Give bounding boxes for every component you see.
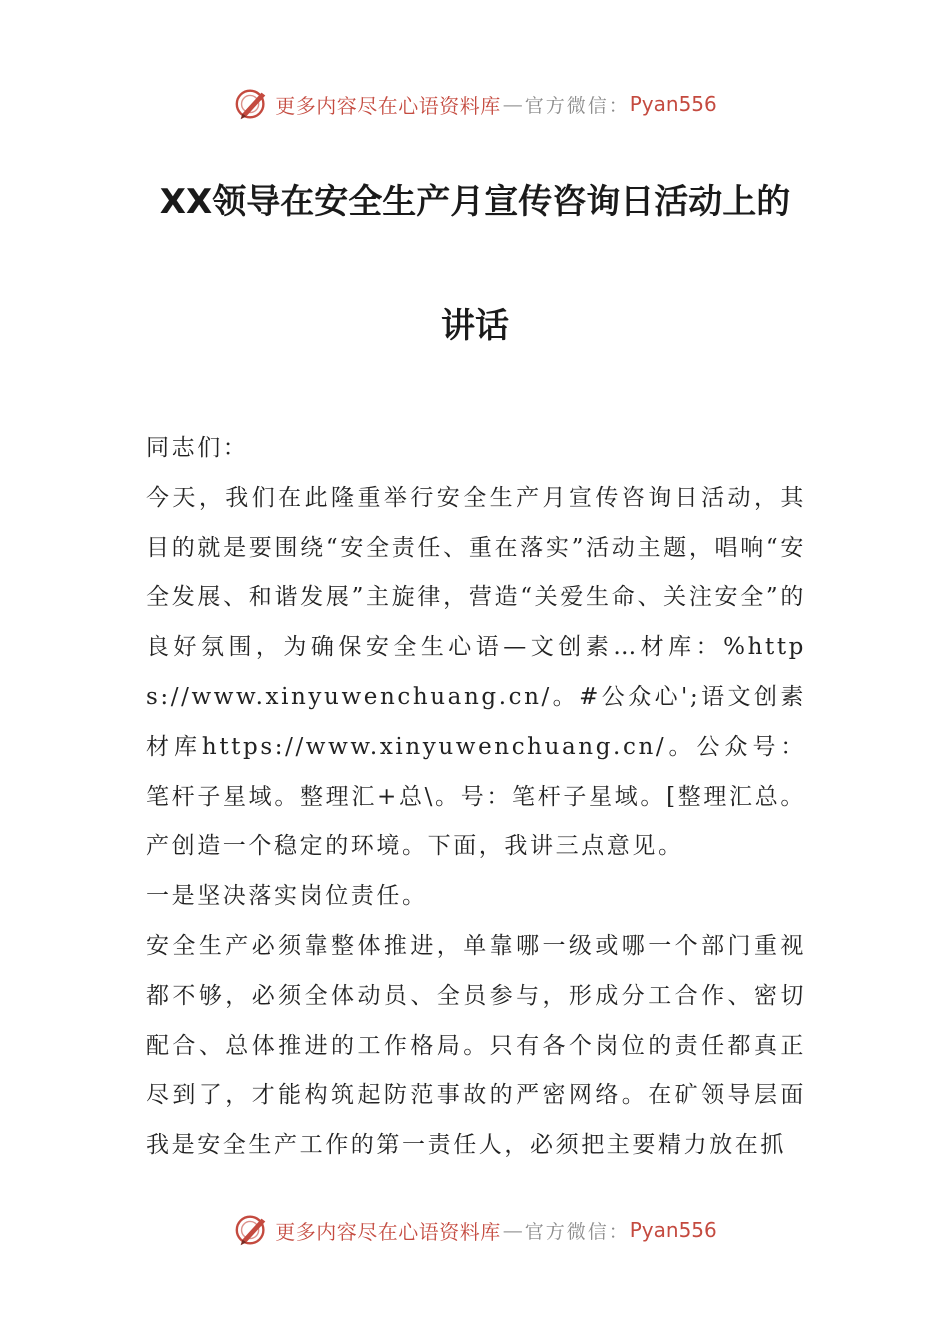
footer-watermark-banner [0, 1208, 950, 1252]
pen-logo-icon [233, 1211, 271, 1249]
wechat-id: Pyan556 [629, 92, 717, 116]
separator: — [502, 1218, 523, 1242]
header-watermark-banner [0, 82, 950, 126]
intro-paragraph: 今天，我们在此隆重举行安全生产月宣传咨询日活动，其目的就是要围绕“安全责任、重在落实”活动主题，唱响“安全发展、和谐发展”主旋律，营造“关爱生命、关注安全”的良好氛围，为确保安全生心语—文创素…材库：%https://www.xinyuwenchuang.cn/。#公众心';语文创素材库https://www.xinyuwenchuang.cn/。公众号：笔杆子星域。整理汇+总\。号：笔杆子星域。[整理汇总。产创造一个稳定的环境。下面，我讲三点意见。 [146, 484, 806, 860]
wechat-id: Pyan556 [629, 1218, 717, 1242]
body-paragraph: 安全生产必须靠整体推进，单靠哪一级或哪一个部门重视都不够，必须全体动员、全员参与，形成分工合作、密切配合、总体推进的工作格局。只有各个岗位的责任都真正尽到了，才能构筑起防范事故的严密网络。在矿领导层面我是安全生产工作的第一责任人，必须把主要精力放在抓 [146, 932, 806, 1159]
salutation-paragraph: 同志们： [146, 435, 249, 461]
separator: — [502, 92, 523, 116]
wechat-label: 官方微信： [524, 94, 630, 117]
wechat-label: 官方微信： [524, 1220, 630, 1243]
site-text: 更多内容尽在心语资料库 [275, 1219, 501, 1244]
document-title-line-1: XX领导在安全生产月宣传咨询日活动上的 [159, 182, 791, 222]
section-heading-paragraph: 一是坚决落实岗位责任。 [146, 883, 428, 910]
pen-logo-icon [233, 85, 271, 123]
document-body [146, 424, 806, 1171]
document-title-line-2: 讲话 [441, 306, 509, 346]
site-text: 更多内容尽在心语资料库 [275, 93, 501, 118]
